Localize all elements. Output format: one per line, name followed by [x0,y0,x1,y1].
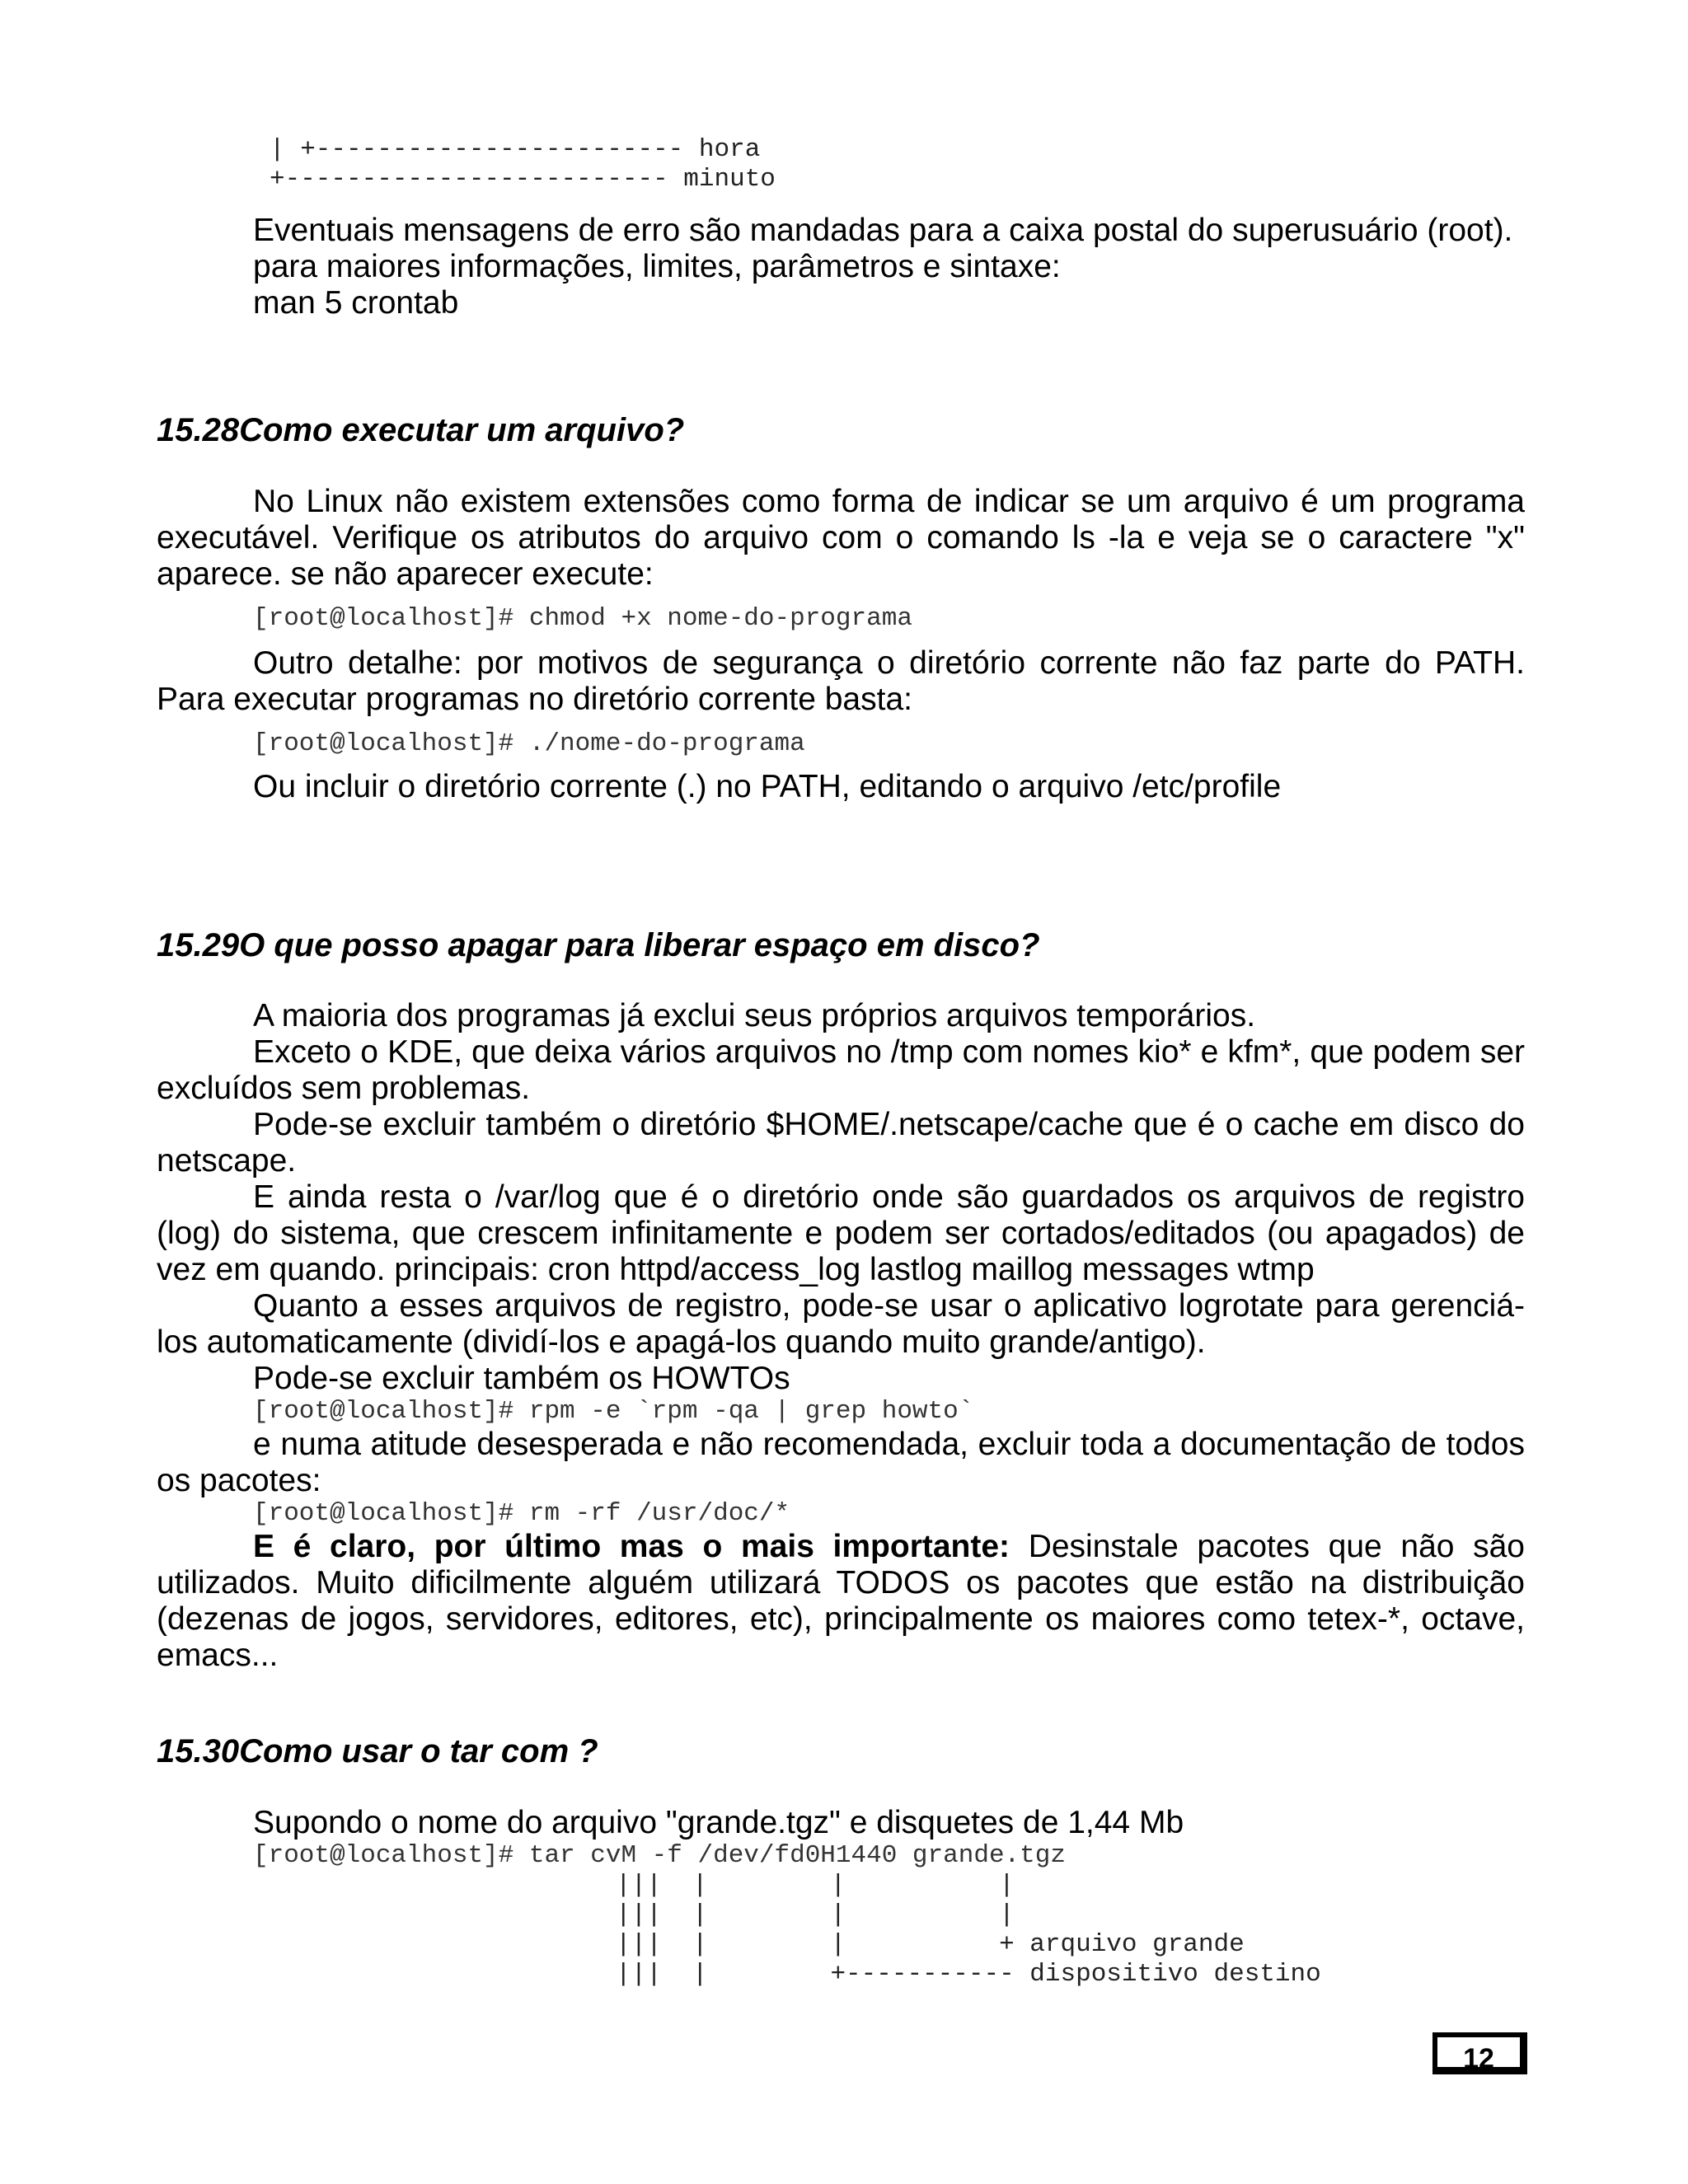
paragraph: Exceto o KDE, que deixa vários arquivos no /tmp com nomes kio* e kfm*, que podem ser excluídos sem problemas. [157,1034,1525,1106]
section-title-15-30: 15.30Como usar o tar com ? [157,1733,598,1769]
page-number: 12 [1463,2043,1494,2074]
section-15-29-body [157,998,1525,1674]
diagram-line: ||| | | | [616,1900,1015,1929]
section-title-15-28: 15.28Como executar um arquivo? [157,412,685,448]
paragraph: A maioria dos programas já exclui seus próprios arquivos temporários. [253,998,1256,1033]
more-info-line: para maiores informações, limites, parâmetros e sintaxe: [253,249,1061,284]
paragraph: No Linux não existem extensões como forma de indicar se um arquivo é um programa executável. Verifique os atributos do arquivo com o comando ls -la e veja se o caractere "x" aparece. se não aparecer execute: [157,484,1525,592]
diagram-line-hora: | +------------------------ hora [270,135,761,164]
paragraph: Pode-se excluir também o diretório $HOME/.netscape/cache que é o cache em disco do netscape. [157,1107,1525,1179]
paragraph: Outro detalhe: por motivos de segurança o diretório corrente não faz parte do PATH. Para executar programas no diretório corrente basta: [157,645,1525,717]
diagram-line: ||| | | + arquivo grande [616,1930,1245,1959]
command-line: [root@localhost]# tar cvM -f /dev/fd0H1440 grande.tgz [253,1841,1066,1870]
paragraph-text: Desinstale pacotes que não são utilizados. Muito dificilmente alguém utilizará TODOS os pacotes que estão na distribuição (dezenas de jogos, servidores, editores, etc), principalmente os maiores como tetex-*, octave, emacs... [157,1529,1526,1673]
paragraph: Ou incluir o diretório corrente (.) no PATH, editando o arquivo /etc/profile [253,769,1282,804]
paragraph: E ainda resta o /var/log que é o diretório onde são guardados os arquivos de registro (log) do sistema, que crescem infinitamente e podem ser cortados/editados (ou apagados) de vez em quando. principais: cron httpd/access_log lastlog maillog messages wtmp [157,1179,1525,1287]
command-line: [root@localhost]# chmod +x nome-do-programa [253,604,912,633]
command-line: [root@localhost]# ./nome-do-programa [253,729,805,758]
intro-block [157,213,1525,321]
paragraph: Pode-se excluir também os HOWTOs [253,1361,790,1396]
paragraph: Supondo o nome do arquivo "grande.tgz" e disquetes de 1,44 Mb [253,1805,1184,1840]
paragraph: Quanto a esses arquivos de registro, pode-se usar o aplicativo logrotate para gerenciá-los automaticamente (dividí-los e apagá-los quando muito grande/antigo). [157,1288,1525,1360]
emphasis-text: E é claro, por último mas o mais importante: [253,1529,1010,1564]
command-line: [root@localhost]# rm -rf /usr/doc/* [253,1499,790,1528]
diagram-line: ||| | +----------- dispositivo destino [616,1960,1321,1989]
section-15-30-body [157,1805,1525,1990]
paragraph [157,1529,1525,1674]
diagram-line: ||| | | | [616,1871,1015,1900]
section-title-15-29: 15.29O que posso apagar para liberar espaço em disco? [157,927,1040,963]
diagram-line-minuto: +------------------------- minuto [270,165,776,194]
section-15-28-body [157,484,1525,805]
tar-option-diagram [616,1871,1525,1990]
page-number-box [1432,2032,1527,2074]
command-line: [root@localhost]# rpm -e `rpm -qa | grep howto` [253,1397,974,1426]
man-line: man 5 crontab [253,285,459,321]
cron-field-diagram [270,135,776,194]
errors-paragraph: Eventuais mensagens de erro são mandadas para a caixa postal do superusuário (root). [253,213,1513,248]
paragraph: e numa atitude desesperada e não recomendada, excluir toda a documentação de todos os pacotes: [157,1427,1525,1498]
